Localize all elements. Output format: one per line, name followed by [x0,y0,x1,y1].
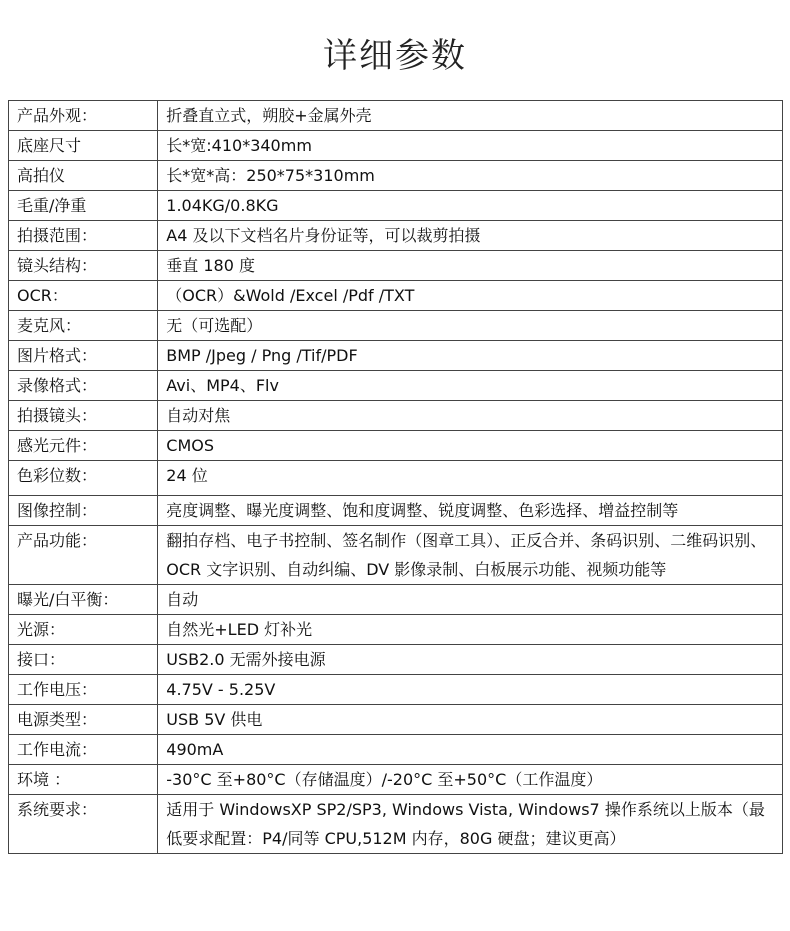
spec-value: 自动 [158,585,783,615]
spec-row-camera-lens [9,401,783,431]
spec-value: 自动对焦 [158,401,783,431]
spec-label: 接口： [9,645,158,675]
spec-label: 高拍仪 [9,161,158,191]
spec-value: 亮度调整、曝光度调整、饱和度调整、锐度调整、色彩选择、增益控制等 [158,496,783,526]
spec-value: 垂直 180 度 [158,251,783,281]
spec-value: 折叠直立式，朔胶+金属外壳 [158,101,783,131]
spec-value: 长*宽:410*340mm [158,131,783,161]
spec-row-interface [9,645,783,675]
spec-label: 电源类型： [9,705,158,735]
spec-table [8,100,783,854]
spec-row-system-requirements [9,795,783,854]
spec-row-exposure [9,585,783,615]
spec-row-sensor [9,431,783,461]
spec-label: 毛重/净重 [9,191,158,221]
spec-value: -30°C 至+80°C（存储温度）/-20°C 至+50°C（工作温度） [158,765,783,795]
page-title: 详细参数 [323,36,467,76]
spec-value: 490mA [158,735,783,765]
spec-row-voltage [9,675,783,705]
spec-value: Avi、MP4、Flv [158,371,783,401]
spec-value: A4 及以下文档名片身份证等，可以裁剪拍摄 [158,221,783,251]
spec-label: 工作电流： [9,735,158,765]
spec-row-image-format [9,341,783,371]
spec-label: 录像格式： [9,371,158,401]
spec-row-scanner-size [9,161,783,191]
spec-label: 光源： [9,615,158,645]
spec-value: 4.75V - 5.25V [158,675,783,705]
spec-value: （OCR）&Wold /Excel /Pdf /TXT [158,281,783,311]
spec-label: 图片格式： [9,341,158,371]
spec-label: 镜头结构： [9,251,158,281]
spec-row-scan-range [9,221,783,251]
spec-row-base-size [9,131,783,161]
spec-value: 翻拍存档、电子书控制、签名制作（图章工具）、正反合并、条码识别、二维码识别、OCR 文字识别、自动纠编、DV 影像录制、白板展示功能、视频功能等 [158,526,783,585]
spec-value: 无（可选配） [158,311,783,341]
spec-row-color-depth [9,461,783,496]
spec-value: USB2.0 无需外接电源 [158,645,783,675]
spec-label: 拍摄范围： [9,221,158,251]
spec-value: 长*宽*高：250*75*310mm [158,161,783,191]
spec-label: OCR： [9,281,158,311]
spec-row-environment [9,765,783,795]
spec-value: 适用于 WindowsXP SP2/SP3, Windows Vista, Windows7 操作系统以上版本（最低要求配置：P4/同等 CPU,512M 内存，80G 硬盘；建议更高） [158,795,783,854]
spec-row-appearance [9,101,783,131]
spec-table-body [9,101,783,854]
spec-label: 工作电压： [9,675,158,705]
spec-row-video-format [9,371,783,401]
spec-row-microphone [9,311,783,341]
spec-label: 环境 ： [9,765,158,795]
spec-row-current [9,735,783,765]
spec-label: 感光元件： [9,431,158,461]
spec-row-power-type [9,705,783,735]
spec-label: 拍摄镜头： [9,401,158,431]
spec-value: USB 5V 供电 [158,705,783,735]
spec-value: CMOS [158,431,783,461]
spec-value: BMP /Jpeg / Png /Tif/PDF [158,341,783,371]
spec-row-functions [9,526,783,585]
spec-value: 自然光+LED 灯补光 [158,615,783,645]
spec-label: 产品功能： [9,526,158,585]
spec-row-weight [9,191,783,221]
spec-value: 24 位 [158,461,783,496]
spec-label: 麦克风： [9,311,158,341]
spec-label: 图像控制： [9,496,158,526]
spec-row-ocr [9,281,783,311]
spec-label: 系统要求： [9,795,158,854]
spec-value: 1.04KG/0.8KG [158,191,783,221]
spec-row-image-control [9,496,783,526]
spec-row-light-source [9,615,783,645]
spec-label: 产品外观： [9,101,158,131]
spec-label: 色彩位数： [9,461,158,496]
spec-label: 底座尺寸 [9,131,158,161]
spec-row-lens-structure [9,251,783,281]
spec-label: 曝光/白平衡： [9,585,158,615]
